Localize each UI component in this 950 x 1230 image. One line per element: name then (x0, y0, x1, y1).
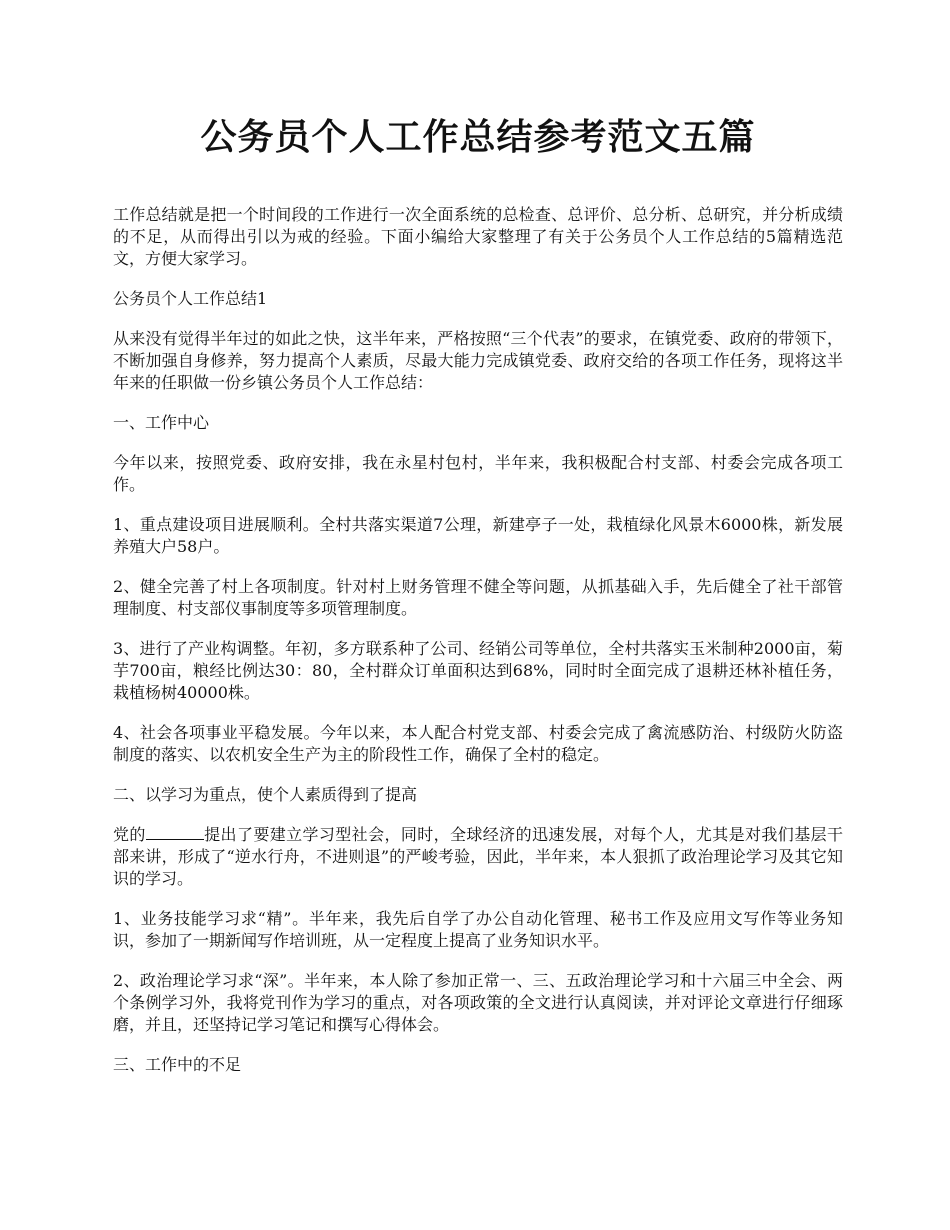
paragraph-skill-study: 1、业务技能学习求“精”。半年来，我先后自学了办公自动化管理、秘书工作及应用文写作等业务知识，参加了一期新闻写作培训班，从一定程度上提高了业务知识水平。 (113, 909, 843, 950)
heading-shortcomings: 三、工作中的不足 (113, 1055, 242, 1074)
heading-work-focus: 一、工作中心 (113, 413, 210, 432)
paragraph-opening: 从来没有觉得半年过的如此之快，这半年来，严格按照“三个代表”的要求，在镇党委、政府的带领下，不断加强自身修养，努力提高个人素质，尽最大能力完成镇党委、政府交给的各项工作任务，现将这半年来的任职做一份乡镇公务员个人工作总结： (113, 329, 843, 392)
document-page (113, 112, 843, 1094)
document-title: 公务员个人工作总结参考范文五篇 (200, 116, 756, 158)
paragraph-study-intro (113, 824, 843, 890)
section-title: 公务员个人工作总结1 (113, 289, 268, 308)
intro-paragraph: 工作总结就是把一个时间段的工作进行一次全面系统的总检查、总评价、总分析、总研究，并分析成绩的不足，从而得出引以为戒的经验。下面小编给大家整理了有关于公务员个人工作总结的5篇精选范文，方便大家学习。 (113, 205, 843, 268)
paragraph-study-rest: 提出了要建立学习型社会，同时，全球经济的迅速发展，对每个人，尤其是对我们基层干部来讲，形成了“逆水行舟，不进则退”的严峻考验，因此，半年来，本人狠抓了政治理论学习及其它知识的学习。 (113, 825, 843, 888)
paragraph-item-4: 4、社会各项事业平稳发展。今年以来，本人配合村党支部、村委会完成了禽流感防治、村级防火防盗制度的落实、以农机安全生产为主的阶段性工作，确保了全村的稳定。 (113, 723, 843, 764)
heading-study: 二、以学习为重点，使个人素质得到了提高 (113, 785, 418, 804)
paragraph-item-1: 1、重点建设项目进展顺利。全村共落实渠道7公理，新建亭子一处，栽植绿化风景木6000株，新发展养殖大户58户。 (113, 515, 843, 556)
paragraph-study-start: 党的 (113, 825, 146, 844)
paragraph-item-3: 3、进行了产业构调整。年初，多方联系种了公司、经销公司等单位，全村共落实玉米制种2000亩，菊芋700亩，粮经比例达30：80，全村群众订单面积达到68%，同时时全面完成了退耕还林补植任务，栽植杨树40000株。 (113, 639, 843, 702)
underline-blank (146, 825, 204, 840)
paragraph-item-2: 2、健全完善了村上各项制度。针对村上财务管理不健全等问题，从抓基础入手，先后健全了社干部管理制度、村支部仪事制度等多项管理制度。 (113, 577, 843, 618)
paragraph-village-work: 今年以来，按照党委、政府安排，我在永星村包村，半年来，我积极配合村支部、村委会完成各项工作。 (113, 453, 843, 494)
paragraph-theory-study: 2、政治理论学习求“深”。半年来，本人除了参加正常一、三、五政治理论学习和十六届三中全会、两个条例学习外，我将党刊作为学习的重点，对各项政策的全文进行认真阅读，并对评论文章进行仔细琢磨，并且，还坚持记学习笔记和撰写心得体会。 (113, 971, 843, 1034)
